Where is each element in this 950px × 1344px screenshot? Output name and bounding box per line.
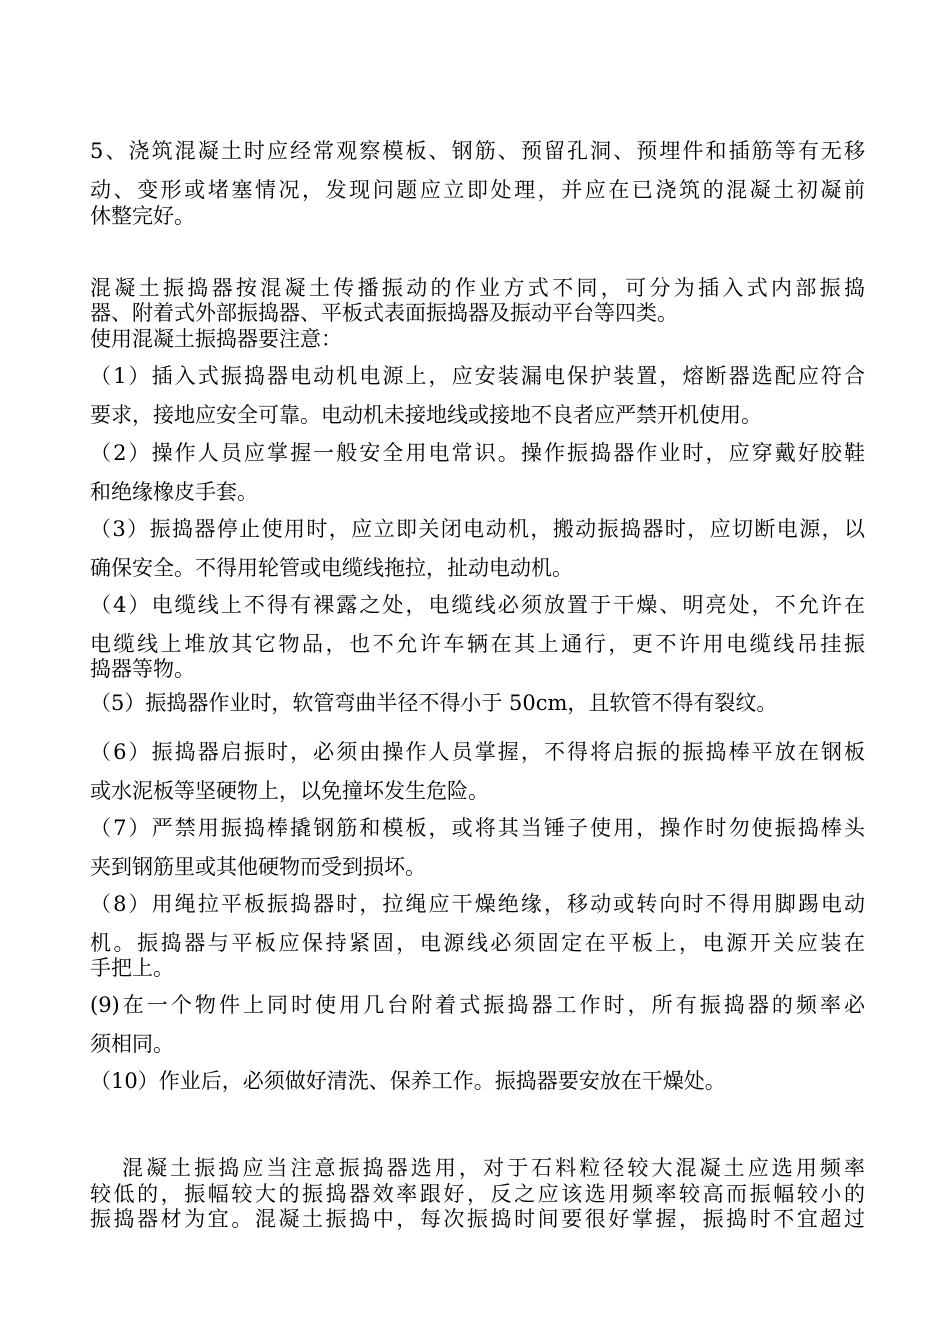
text-line: 电缆线上堆放其它物品，也不允许车辆在其上通行，更不许用电缆线吊挂振	[90, 632, 865, 656]
text-line: （10）作业后，必须做好清洗、保养工作。振捣器要安放在干燥处。	[90, 1069, 726, 1093]
text-line: 振捣器材为宜。混凝土振捣中，每次振捣时间要很好掌握，振捣时不宜超过	[90, 1207, 865, 1231]
text-line: 须相同。	[90, 1032, 174, 1056]
text-line: 确保安全。不得用轮管或电缆线拖拉，扯动电动机。	[90, 556, 573, 580]
text-line: 混凝土振捣器按混凝土传播振动的作业方式不同，可分为插入式内部振捣	[90, 276, 865, 300]
text-line: （2）操作人员应掌握一般安全用电常识。操作振捣器作业时，应穿戴好胶鞋	[90, 441, 865, 465]
text-line: 器、附着式外部振捣器、平板式表面振捣器及振动平台等四类。	[90, 301, 678, 325]
text-line: 较低的，振幅较大的振捣器效率跟好，反之应该选用频率较高而振幅较小的	[90, 1182, 865, 1206]
text-line: 动、变形或堵塞情况，发现问题应立即处理，并应在已浇筑的混凝土初凝前	[90, 178, 865, 202]
text-line: （6）振捣器启振时，必须由操作人员掌握，不得将启振的振捣棒平放在钢板	[90, 740, 865, 764]
text-line: 捣器等物。	[90, 657, 195, 681]
text-line: （4）电缆线上不得有裸露之处，电缆线必须放置于干燥、明亮处，不允许在	[90, 593, 865, 617]
text-line: 夹到钢筋里或其他硬物而受到损坏。	[90, 855, 426, 879]
text-line: 使用混凝土振捣器要注意：	[90, 327, 342, 351]
text-line: （3）振捣器停止使用时，应立即关闭电动机，搬动振捣器时，应切断电源，以	[90, 517, 865, 541]
text-line: 和绝缘橡皮手套。	[90, 480, 258, 504]
text-line: 机。振捣器与平板应保持紧固，电源线必须固定在平板上，电源开关应装在	[90, 931, 865, 955]
text-line: （7）严禁用振捣棒撬钢筋和模板，或将其当锤子使用，操作时勿使振捣棒头	[90, 816, 865, 840]
text-line: （1）插入式振捣器电动机电源上，应安装漏电保护装置，熔断器选配应符合	[90, 364, 865, 388]
text-line: 混凝土振捣应当注意振捣器选用，对于石料粒径较大混凝土应选用频率	[122, 1156, 865, 1180]
text-line: 或水泥板等坚硬物上，以免撞坏发生危险。	[90, 779, 489, 803]
text-line: （8）用绳拉平板振捣器时，拉绳应干燥绝缘，移动或转向时不得用脚踢电动	[90, 892, 865, 916]
text-line: 休整完好。	[90, 204, 195, 228]
text-line: (9)在一个物件上同时使用几台附着式振捣器工作时，所有振捣器的频率必	[90, 993, 865, 1017]
text-line: 要求，接地应安全可靠。电动机未接地线或接地不良者应严禁开机使用。	[90, 403, 762, 427]
text-line: 手把上。	[90, 956, 174, 980]
text-line: 5、浇筑混凝土时应经常观察模板、钢筋、预留孔洞、预埋件和插筋等有无移	[90, 139, 865, 163]
text-line: （5）振捣器作业时，软管弯曲半径不得小于 50cm，且软管不得有裂纹。	[90, 691, 778, 715]
